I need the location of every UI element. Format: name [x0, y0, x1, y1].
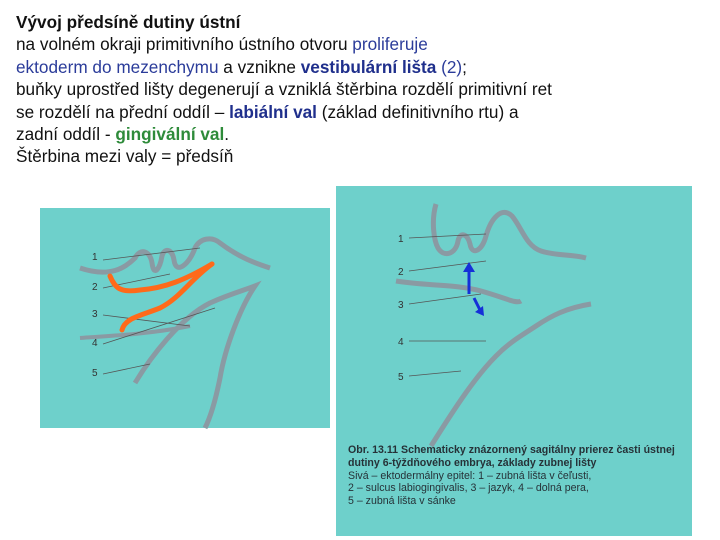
- left-epithelium-upper: [80, 239, 270, 272]
- figure-label: 1: [92, 252, 98, 263]
- text-l1a: na volném okraji primitivního ústního otvoru: [16, 34, 353, 55]
- text-l2b: a vznikne: [218, 56, 301, 77]
- leader-line: [409, 294, 481, 304]
- text-l2a: ektoderm do mezenchymu: [16, 56, 219, 77]
- text-l4c: (základ definitivního rtu) a: [316, 101, 519, 122]
- term-vestibular-lamina: vestibulární lišta: [300, 56, 437, 77]
- text-l5c: .: [224, 124, 230, 145]
- arrow-down-icon: [474, 298, 480, 310]
- text-line-5: [16, 123, 706, 145]
- text-l5a: zadní oddíl -: [16, 124, 116, 145]
- figure-label: 3: [92, 309, 98, 320]
- explanatory-text: [16, 11, 706, 168]
- left-epithelium-lower: [135, 286, 255, 428]
- figure-label: 5: [398, 372, 404, 383]
- text-line-2: [16, 56, 706, 78]
- figure-label: 4: [398, 337, 404, 348]
- right-epithelium-tongue: [396, 281, 521, 302]
- term-gingival-ridge: gingivální val: [115, 124, 225, 145]
- text-l1b: proliferuje: [352, 34, 428, 55]
- caption-title: Obr. 13.11 Schematicky znázornený sagitálny prierez časti ústnej dutiny 6-týždňového embrya, základy zubnej lišty: [348, 444, 675, 469]
- caption-line: 2 – sulcus labiogingivalis, 3 – jazyk, 4 – dolná pera,: [348, 482, 589, 495]
- figure-label: 2: [92, 282, 98, 293]
- left-diagram: [40, 208, 330, 428]
- slide-title: Vývoj předsíně dutiny ústní: [16, 12, 241, 32]
- text-l2e: ;: [462, 56, 467, 77]
- caption-line: Sivá – ektodermálny epitel: 1 – zubná lišta v čeľusti,: [348, 469, 592, 482]
- figure-caption: [348, 444, 683, 508]
- term-labial-ridge: labiální val: [229, 101, 317, 122]
- leader-line: [409, 371, 461, 376]
- text-l2d: (2): [436, 56, 463, 77]
- figure-label: 3: [398, 300, 404, 311]
- orange-annotation-lower: [122, 264, 212, 330]
- figure-label: 4: [92, 338, 98, 349]
- leader-line: [409, 234, 486, 238]
- text-l4a: se rozdělí na přední oddíl –: [16, 101, 230, 122]
- left-diagram-panel: [40, 208, 330, 428]
- right-epithelium-upper: [433, 204, 586, 258]
- text-line-4: [16, 101, 706, 123]
- figure-label: 1: [398, 234, 404, 245]
- leader-line: [103, 308, 215, 344]
- leader-line: [409, 261, 486, 271]
- figure-label: 2: [398, 267, 404, 278]
- text-line-1: [16, 33, 706, 55]
- text-line-6: Štěrbina mezi valy = předsíň: [16, 146, 234, 167]
- right-epithelium-lower: [431, 304, 591, 446]
- text-line-3: buňky uprostřed lišty degenerují a vzniklá štěrbina rozdělí primitivní ret: [16, 79, 552, 100]
- figure-label: 5: [92, 368, 98, 379]
- caption-line: 5 – zubná lišta v sánke: [348, 495, 456, 508]
